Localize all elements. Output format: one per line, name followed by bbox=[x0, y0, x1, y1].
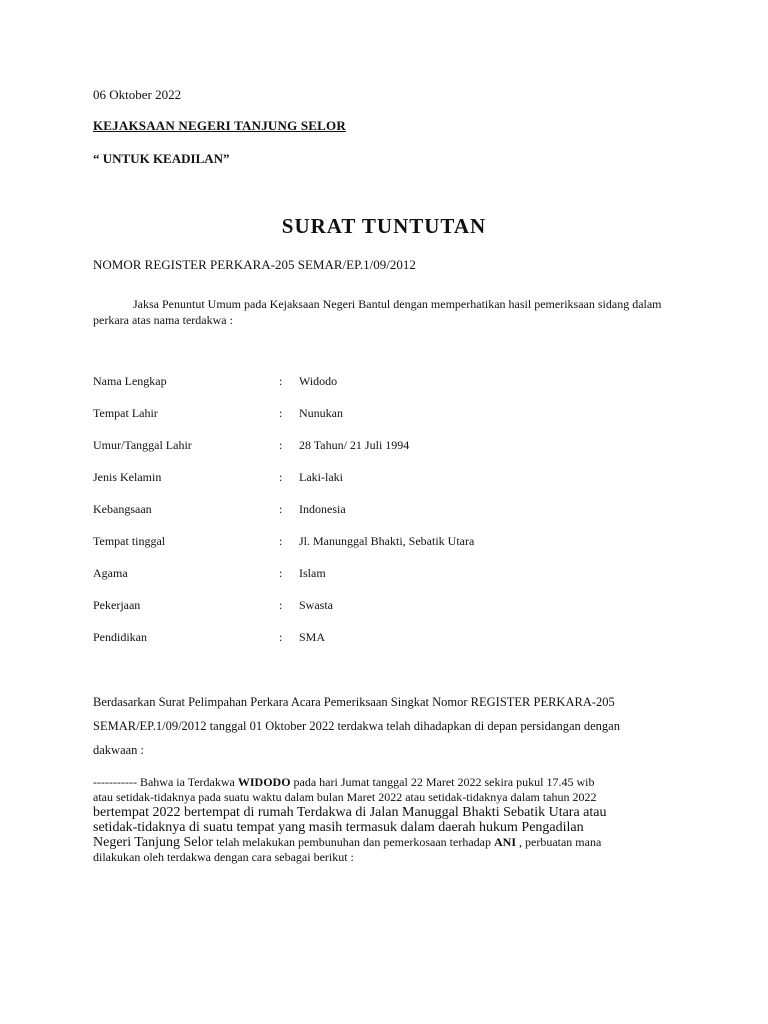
paragraph-line: dilakukan oleh terdakwa dengan cara sebagai berikut : bbox=[93, 850, 354, 864]
paragraph-line: atau setidak-tidaknya pada suatu waktu dalam bulan Maret 2022 atau setidak-tidaknya dalam tahun 2022 bbox=[93, 790, 597, 804]
identity-colon: : bbox=[279, 630, 283, 644]
identity-row bbox=[93, 500, 653, 532]
document-title: SURAT TUNTUTAN bbox=[281, 214, 487, 238]
identity-label: Nama Lengkap bbox=[93, 374, 167, 388]
intro-text: Jaksa Penuntut Umum pada Kejaksaan Negeri Bantul dengan memperhatikan hasil pemeriksaan sidang dalam perkara atas nama terdakwa : bbox=[93, 297, 662, 327]
identity-row bbox=[93, 628, 653, 660]
line-text: , perbuatan mana bbox=[516, 835, 602, 849]
court-name: Negeri Tanjung Selor bbox=[93, 835, 214, 850]
paragraph-line: bertempat 2022 bertempat di rumah Terdakwa di Jalan Manuggal Bhakti Sebatik Utara atau bbox=[93, 805, 607, 820]
register-number: NOMOR REGISTER PERKARA-205 SEMAR/EP.1/09/2012 bbox=[93, 257, 416, 272]
paragraph-line: dakwaan : bbox=[93, 743, 145, 757]
identity-colon: : bbox=[279, 470, 283, 484]
identity-value: Jl. Manunggal Bhakti, Sebatik Utara bbox=[299, 534, 475, 548]
letter-date: 06 Oktober 2022 bbox=[93, 87, 182, 102]
intro-paragraph bbox=[93, 296, 693, 328]
identity-row bbox=[93, 596, 653, 628]
identity-value: Indonesia bbox=[299, 502, 346, 516]
identity-colon: : bbox=[279, 534, 283, 548]
paragraph-line: SEMAR/EP.1/09/2012 tanggal 01 Oktober 2022 terdakwa telah dihadapkan di depan persidangan dengan bbox=[93, 719, 620, 733]
line-text: ----------- Bahwa ia Terdakwa bbox=[93, 775, 238, 789]
identity-value: Laki-laki bbox=[299, 470, 343, 484]
identity-row bbox=[93, 468, 653, 500]
identity-label: Agama bbox=[93, 566, 128, 580]
identity-colon: : bbox=[279, 566, 283, 580]
institution-motto: “ UNTUK KEADILAN” bbox=[93, 151, 230, 166]
identity-value: Islam bbox=[299, 566, 326, 580]
paragraph-line: setidak-tidaknya di suatu tempat yang masih termasuk dalam daerah hukum Pengadilan bbox=[93, 820, 584, 835]
identity-row bbox=[93, 404, 653, 436]
identity-colon: : bbox=[279, 374, 283, 388]
institution-name: KEJAKSAAN NEGERI TANJUNG SELOR bbox=[93, 118, 346, 133]
line-text: pada hari Jumat tanggal 22 Maret 2022 sekira pukul 17.45 wib bbox=[290, 775, 595, 789]
identity-label: Tempat Lahir bbox=[93, 406, 158, 420]
charge-paragraph bbox=[93, 775, 693, 865]
indictment-basis-paragraph bbox=[93, 690, 693, 762]
paragraph-line bbox=[93, 835, 693, 850]
identity-value: 28 Tahun/ 21 Juli 1994 bbox=[299, 438, 410, 452]
victim-name: ANI bbox=[493, 835, 516, 849]
identity-colon: : bbox=[279, 438, 283, 452]
identity-colon: : bbox=[279, 406, 283, 420]
identity-value: Nunukan bbox=[299, 406, 343, 420]
identity-row bbox=[93, 436, 653, 468]
identity-label: Pendidikan bbox=[93, 630, 147, 644]
defendant-identity-table bbox=[93, 372, 653, 660]
identity-label: Jenis Kelamin bbox=[93, 470, 162, 484]
identity-value: Widodo bbox=[299, 374, 338, 388]
identity-row bbox=[93, 564, 653, 596]
identity-label: Kebangsaan bbox=[93, 502, 152, 516]
identity-label: Pekerjaan bbox=[93, 598, 141, 612]
identity-label: Umur/Tanggal Lahir bbox=[93, 438, 192, 452]
identity-colon: : bbox=[279, 598, 283, 612]
line-text: telah melakukan pembunuhan dan pemerkosaan terhadap bbox=[213, 835, 494, 849]
identity-label: Tempat tinggal bbox=[93, 534, 166, 548]
identity-row bbox=[93, 532, 653, 564]
identity-value: Swasta bbox=[299, 598, 333, 612]
paragraph-line: Berdasarkan Surat Pelimpahan Perkara Acara Pemeriksaan Singkat Nomor REGISTER PERKARA-205 bbox=[93, 695, 615, 709]
identity-row bbox=[93, 372, 653, 404]
identity-value: SMA bbox=[299, 630, 326, 644]
identity-colon: : bbox=[279, 502, 283, 516]
defendant-name: WIDODO bbox=[237, 775, 291, 789]
paragraph-line bbox=[93, 775, 693, 790]
